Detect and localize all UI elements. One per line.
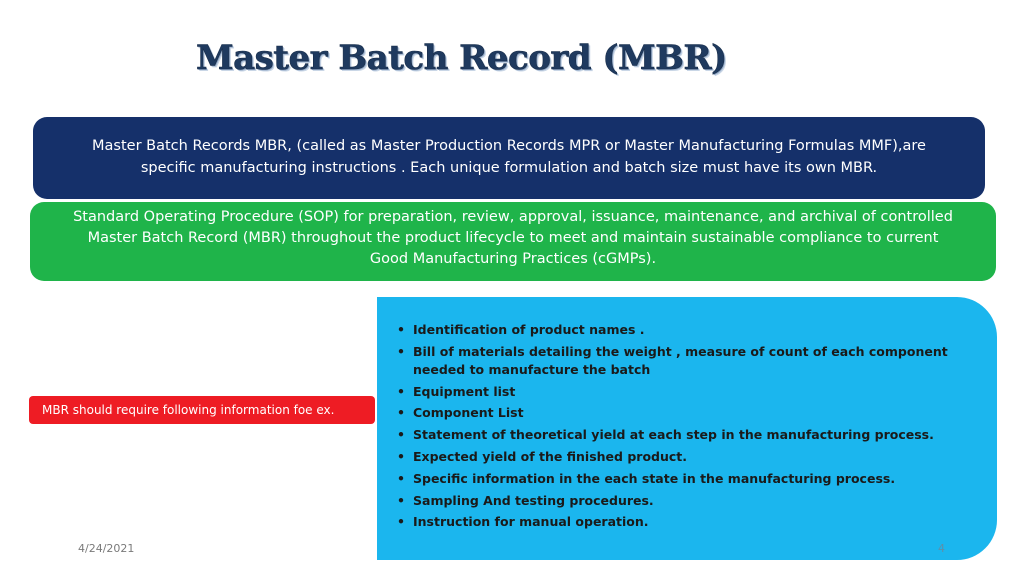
list-item-text: Bill of materials detailing the weight , measure of count of each component needed to manufacture the batch	[413, 343, 948, 377]
bullet-dot: •	[397, 514, 405, 530]
sop-line-3: Good Manufacturing Practices (cGMPs).	[369, 251, 657, 267]
sop-line-1: Standard Operating Procedure (SOP) for preparation, review, approval, issuance, maintenance, and archival of controlled	[73, 209, 953, 225]
list-item	[397, 404, 967, 422]
bullet-dot: •	[397, 427, 405, 443]
slide-title: Master Batch Record (MBR)	[196, 38, 727, 78]
footer-date: 4/24/2021	[78, 542, 135, 555]
list-item	[397, 383, 967, 401]
definition-box	[33, 117, 985, 199]
list-item	[397, 321, 967, 339]
list-item	[397, 448, 967, 466]
bullet-dot: •	[397, 470, 405, 486]
list-item-text: Specific information in the each state in the manufacturing process.	[413, 470, 896, 486]
list-item	[397, 492, 967, 510]
sop-box	[30, 202, 996, 281]
list-item-text: Component List	[413, 405, 524, 421]
bullet-dot: •	[397, 383, 405, 399]
list-item-text: Sampling And testing procedures.	[413, 492, 654, 508]
sop-line-2: Master Batch Record (MBR) throughout the product lifecycle to meet and maintain sustainable compliance to current	[87, 230, 939, 246]
bullet-dot: •	[397, 492, 405, 508]
list-item-text: Instruction for manual operation.	[413, 514, 649, 530]
list-item-text: Expected yield of the finished product.	[413, 448, 688, 464]
list-item-text: Statement of theoretical yield at each step in the manufacturing process.	[413, 427, 934, 443]
page-number: 4	[938, 542, 945, 555]
list-item	[397, 343, 967, 379]
bullet-dot: •	[397, 343, 405, 359]
bullet-list	[397, 321, 967, 531]
bullet-dot: •	[397, 322, 405, 337]
requirement-label: MBR should require following information foe ex.	[29, 396, 375, 424]
list-item	[397, 470, 967, 488]
bullet-dot: •	[397, 448, 405, 464]
list-item	[397, 513, 967, 531]
list-item-text: Equipment list	[413, 383, 516, 399]
definition-line-2: specific manufacturing instructions . Each unique formulation and batch size must have its own MBR.	[140, 160, 878, 176]
bullet-box	[377, 297, 997, 560]
definition-line-1: Master Batch Records MBR, (called as Master Production Records MPR or Master Manufacturing Formulas MMF),are	[92, 138, 926, 154]
bullet-dot: •	[397, 405, 405, 421]
list-item-text: Identification of product names .	[413, 322, 645, 337]
list-item	[397, 426, 967, 444]
